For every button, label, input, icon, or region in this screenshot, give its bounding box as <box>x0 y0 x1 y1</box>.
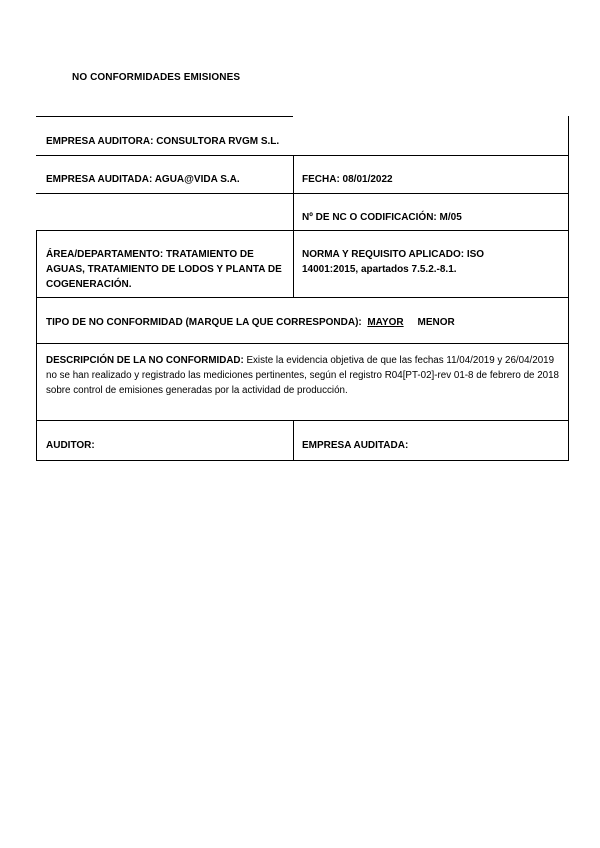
empresa-auditora-cell: EMPRESA AUDITORA: CONSULTORA RVGM S.L. <box>46 136 280 147</box>
tipo-mayor-option: MAYOR <box>367 317 404 328</box>
column-divider <box>293 420 294 461</box>
table-border-top <box>36 116 293 117</box>
auditor-signature-cell: AUDITOR: <box>46 440 95 451</box>
row-divider <box>36 343 569 344</box>
norma-requisito-cell: NORMA Y REQUISITO APLICADO: ISO 14001:2015, apartados 7.5.2.-8.1. <box>302 249 485 275</box>
table-border-bottom <box>36 460 569 461</box>
descripcion-cell <box>46 353 560 398</box>
tipo-label: TIPO DE NO CONFORMIDAD (MARQUE LA QUE CORRESPONDA): <box>46 317 362 328</box>
nc-codificacion-cell: Nº DE NC O CODIFICACIÓN: M/05 <box>302 212 462 223</box>
empresa-auditada-cell: EMPRESA AUDITADA: AGUA@VIDA S.A. <box>46 174 240 185</box>
column-divider <box>293 155 294 297</box>
row-divider <box>36 297 569 298</box>
area-departamento-cell: ÁREA/DEPARTAMENTO: TRATAMIENTO DE AGUAS, TRATAMIENTO DE LODOS Y PLANTA DE COGENERACIÓN. <box>46 249 282 290</box>
row-divider <box>36 420 569 421</box>
row-divider <box>36 155 569 156</box>
row-divider <box>293 193 569 194</box>
tipo-no-conformidad-cell <box>46 315 561 330</box>
document-title: NO CONFORMIDADES EMISIONES <box>72 72 241 83</box>
row-divider <box>36 230 569 231</box>
table-border-left <box>36 230 37 461</box>
tipo-menor-option: MENOR <box>417 317 455 328</box>
empresa-auditada-signature-cell: EMPRESA AUDITADA: <box>302 440 409 451</box>
table-border-right <box>568 116 569 461</box>
row-divider <box>36 193 293 194</box>
descripcion-label: DESCRIPCIÓN DE LA NO CONFORMIDAD: <box>46 355 244 366</box>
descripcion-text: Existe la evidencia objetiva de que las fechas 11/04/2019 y 26/04/2019 no se han realizado y registrado las mediciones pertinentes, según el registro R04[PT-02]-rev 01-8 de febrero de 2018 sobre control de emisiones generadas por la actividad de producción. <box>46 355 560 396</box>
fecha-cell: FECHA: 08/01/2022 <box>302 174 393 185</box>
